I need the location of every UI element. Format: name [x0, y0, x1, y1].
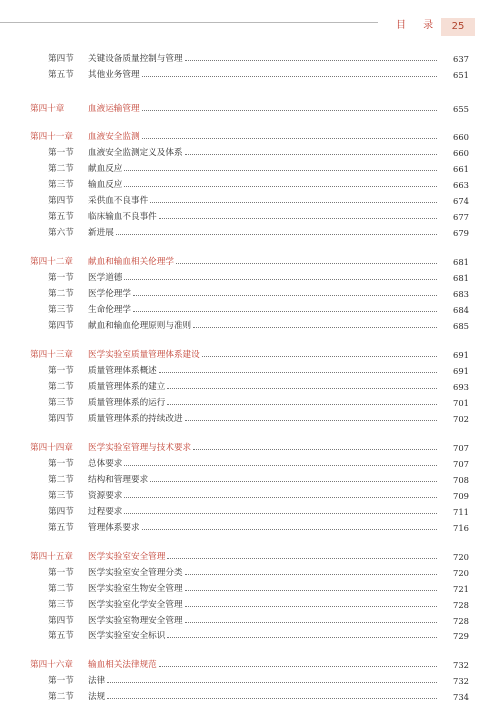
section-title: 其他业务管理	[88, 69, 140, 80]
page-reference: 663	[453, 180, 469, 190]
page-reference: 716	[453, 522, 469, 533]
toc-section-entry[interactable]	[0, 521, 491, 535]
toc-chapter-entry[interactable]	[0, 658, 491, 672]
toc-section-entry[interactable]	[0, 629, 491, 643]
chapter-title: 输血相关法律规范	[88, 660, 157, 670]
page-reference: 655	[453, 104, 469, 114]
toc-section-entry[interactable]	[0, 303, 491, 317]
dot-leader	[116, 234, 437, 235]
page-reference: 720	[453, 552, 469, 562]
chapter-title: 医学实验室安全管理	[88, 552, 166, 562]
section-number: 第二节	[48, 475, 74, 485]
page-reference: 683	[453, 289, 469, 299]
dot-leader	[107, 682, 437, 683]
dot-leader	[167, 404, 437, 405]
section-title: 生命伦理学	[88, 305, 131, 315]
dot-leader	[159, 666, 437, 667]
section-title: 医学实验室化学安全管理	[88, 600, 183, 610]
dot-leader	[124, 170, 437, 171]
section-title: 献血和输血伦理原则与准则	[88, 320, 192, 331]
page-reference: 693	[453, 382, 469, 392]
page-reference: 661	[453, 164, 469, 174]
chapter-title: 医学实验室质量管理体系建设	[88, 350, 200, 360]
dot-leader	[176, 263, 437, 264]
page-reference: 732	[453, 676, 469, 686]
toc-section-entry[interactable]	[0, 52, 491, 66]
toc-chapter-entry[interactable]	[0, 348, 491, 362]
page-reference: 707	[453, 443, 469, 453]
page-reference: 729	[453, 631, 469, 641]
chapter-number: 第四十六章	[30, 660, 73, 670]
section-number: 第三节	[48, 180, 74, 190]
chapter-title: 献血和输血相关伦理学	[88, 257, 174, 267]
toc-section-entry[interactable]	[0, 287, 491, 301]
page-reference: 651	[453, 69, 469, 80]
page-reference: 684	[453, 305, 469, 315]
page-reference: 681	[453, 257, 469, 267]
chapter-number: 第四十四章	[30, 443, 73, 453]
toc-chapter-entry[interactable]	[0, 130, 491, 144]
toc-section-entry[interactable]	[0, 582, 491, 596]
section-title: 法规	[88, 692, 106, 702]
chapter-title: 医学实验室管理与技术要求	[88, 443, 192, 453]
dot-leader	[193, 327, 437, 328]
toc-section-entry[interactable]	[0, 614, 491, 628]
section-title: 关键设备质量控制与管理	[88, 54, 183, 64]
toc-section-entry[interactable]	[0, 473, 491, 487]
page-reference: 711	[453, 507, 469, 517]
section-title: 过程要求	[88, 507, 123, 517]
section-number: 第三节	[48, 398, 74, 408]
section-number: 第二节	[48, 164, 74, 174]
section-number: 第四节	[48, 320, 74, 331]
page-reference: 691	[453, 350, 469, 360]
section-number: 第一节	[48, 568, 74, 578]
dot-leader	[142, 529, 437, 530]
page-reference: 708	[453, 475, 469, 485]
section-number: 第五节	[48, 69, 74, 80]
toc-section-entry[interactable]	[0, 162, 491, 176]
dot-leader	[150, 481, 437, 482]
page-reference: 674	[453, 196, 469, 206]
section-title: 质量管理体系概述	[88, 366, 157, 376]
toc-section-entry[interactable]	[0, 68, 491, 82]
dot-leader	[185, 60, 437, 61]
section-title: 新进展	[88, 227, 114, 238]
page-reference: 728	[453, 600, 469, 610]
section-number: 第三节	[48, 305, 74, 315]
running-header-title: 目 录	[396, 20, 441, 31]
toc-section-entry[interactable]	[0, 364, 491, 378]
toc-section-entry[interactable]	[0, 271, 491, 285]
section-number: 第一节	[48, 366, 74, 376]
dot-leader	[159, 218, 437, 219]
dot-leader	[167, 558, 437, 559]
section-number: 第四节	[48, 196, 74, 206]
section-number: 第二节	[48, 382, 74, 392]
dot-leader	[150, 202, 437, 203]
section-title: 输血反应	[88, 180, 123, 190]
page-reference: 660	[453, 132, 469, 142]
section-number: 第五节	[48, 631, 74, 641]
toc-section-entry[interactable]	[0, 194, 491, 208]
section-title: 总体要求	[88, 459, 123, 469]
section-title: 采供血不良事件	[88, 196, 149, 206]
toc-section-entry[interactable]	[0, 380, 491, 394]
chapter-number: 第四十五章	[30, 552, 73, 562]
page-reference: 701	[453, 398, 469, 408]
toc-section-entry[interactable]	[0, 674, 491, 688]
section-title: 管理体系要求	[88, 522, 140, 533]
dot-leader	[167, 637, 437, 638]
toc-section-entry[interactable]	[0, 226, 491, 240]
dot-leader	[142, 76, 437, 77]
chapter-title: 血液运输管理	[88, 104, 140, 114]
section-number: 第四节	[48, 413, 74, 424]
chapter-number: 第四十三章	[30, 350, 73, 360]
toc-section-entry[interactable]	[0, 489, 491, 503]
toc-chapter-entry[interactable]	[0, 102, 491, 116]
dot-leader	[185, 622, 437, 623]
section-number: 第五节	[48, 522, 74, 533]
section-number: 第二节	[48, 584, 74, 594]
dot-leader	[202, 356, 437, 357]
section-number: 第三节	[48, 600, 74, 610]
section-title: 医学道德	[88, 273, 123, 283]
toc-section-entry[interactable]	[0, 690, 491, 704]
dot-leader	[193, 449, 437, 450]
page-reference: 721	[453, 584, 469, 594]
toc-section-entry[interactable]	[0, 457, 491, 471]
section-number: 第三节	[48, 491, 74, 501]
page-reference: 707	[453, 459, 469, 469]
section-title: 医学实验室安全管理分类	[88, 568, 183, 578]
header-rule	[0, 22, 378, 23]
section-number: 第一节	[48, 148, 74, 158]
toc-section-entry[interactable]	[0, 566, 491, 580]
dot-leader	[185, 154, 437, 155]
dot-leader	[185, 420, 437, 421]
chapter-number: 第四十章	[30, 104, 65, 114]
section-number: 第五节	[48, 212, 74, 222]
dot-leader	[107, 698, 437, 699]
toc-section-entry[interactable]	[0, 210, 491, 224]
page-reference: 660	[453, 148, 469, 158]
section-number: 第六节	[48, 227, 74, 238]
section-number: 第一节	[48, 676, 74, 686]
page-reference: 637	[453, 54, 469, 64]
toc-section-entry[interactable]	[0, 598, 491, 612]
page-reference: 702	[453, 413, 469, 424]
page-number-badge: 25	[441, 18, 475, 36]
section-number: 第一节	[48, 273, 74, 283]
dot-leader	[185, 606, 437, 607]
page-reference: 691	[453, 366, 469, 376]
toc-section-entry[interactable]	[0, 146, 491, 160]
toc-section-entry[interactable]	[0, 505, 491, 519]
section-number: 第四节	[48, 54, 74, 64]
dot-leader	[159, 372, 437, 373]
toc-section-entry[interactable]	[0, 178, 491, 192]
section-title: 质量管理体系的持续改进	[88, 413, 183, 424]
section-title: 临床输血不良事件	[88, 212, 157, 222]
toc-chapter-entry[interactable]	[0, 255, 491, 269]
section-title: 资源要求	[88, 491, 123, 501]
dot-leader	[124, 186, 437, 187]
page-reference: 728	[453, 615, 469, 626]
section-title: 献血反应	[88, 164, 123, 174]
toc-section-entry[interactable]	[0, 412, 491, 426]
chapter-number: 第四十二章	[30, 257, 73, 267]
page-reference: 734	[453, 692, 469, 702]
dot-leader	[124, 513, 437, 514]
toc-chapter-entry[interactable]	[0, 550, 491, 564]
toc-section-entry[interactable]	[0, 319, 491, 333]
section-title: 医学实验室安全标识	[88, 631, 166, 641]
section-number: 第一节	[48, 459, 74, 469]
dot-leader	[133, 295, 437, 296]
section-title: 质量管理体系的建立	[88, 382, 166, 392]
dot-leader	[142, 138, 437, 139]
dot-leader	[185, 590, 437, 591]
section-title: 血液安全监测定义及体系	[88, 148, 183, 158]
dot-leader	[133, 311, 437, 312]
dot-leader	[167, 388, 437, 389]
section-title: 医学伦理学	[88, 289, 131, 299]
page-reference: 685	[453, 320, 469, 331]
page-reference: 720	[453, 568, 469, 578]
section-number: 第四节	[48, 615, 74, 626]
section-number: 第四节	[48, 507, 74, 517]
section-title: 医学实验室物理安全管理	[88, 615, 183, 626]
section-title: 法律	[88, 676, 106, 686]
section-title: 结构和管理要求	[88, 475, 149, 485]
dot-leader	[124, 497, 437, 498]
chapter-title: 血液安全监测	[88, 132, 140, 142]
page-reference: 677	[453, 212, 469, 222]
toc-chapter-entry[interactable]	[0, 441, 491, 455]
dot-leader	[124, 465, 437, 466]
dot-leader	[124, 279, 437, 280]
page-reference: 679	[453, 227, 469, 238]
dot-leader	[185, 574, 437, 575]
section-number: 第二节	[48, 289, 74, 299]
page-reference: 681	[453, 273, 469, 283]
section-number: 第二节	[48, 692, 74, 702]
chapter-number: 第四十一章	[30, 132, 73, 142]
section-title: 医学实验室生物安全管理	[88, 584, 183, 594]
toc-section-entry[interactable]	[0, 396, 491, 410]
page-reference: 709	[453, 491, 469, 501]
page-reference: 732	[453, 660, 469, 670]
section-title: 质量管理体系的运行	[88, 398, 166, 408]
dot-leader	[142, 110, 437, 111]
